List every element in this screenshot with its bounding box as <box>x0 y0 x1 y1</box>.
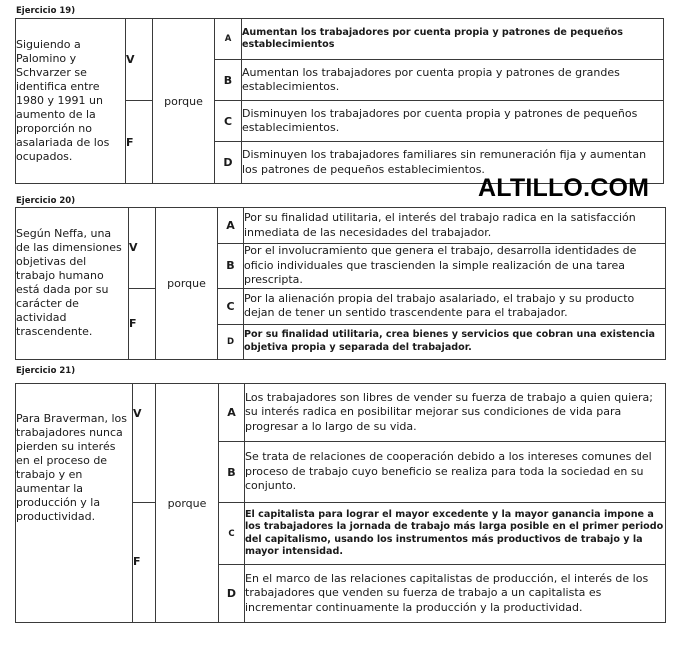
exercise-19-statement: Siguiendo a Palomino y Schvarzer se identifica entre 1980 y 1991 un aumento de la proporción no asalariada de los ocupados. <box>16 19 126 184</box>
exercise-21-porque: porque <box>156 384 219 623</box>
exercise-19-option-c[interactable]: Disminuyen los trabajadores por cuenta propia y patrones de pequeños establecimientos. <box>242 101 664 142</box>
exercise-21-option-c[interactable]: El capitalista para lograr el mayor excedente y la mayor ganancia impone a los trabajadores la jornada de trabajo más larga posible en el primer periodo del capitalismo, usando los instrumentos más productivos de trabajo y la mayor intensidad. <box>245 503 666 565</box>
exercise-21-letter-c[interactable]: C <box>219 503 245 565</box>
exercise-19-letter-c[interactable]: C <box>215 101 242 142</box>
exercise-20-option-a[interactable]: Por su finalidad utilitaria, el interés del trabajo radica en la satisfacción inmediata de las necesidades del trabajador. <box>244 208 666 244</box>
exercise-19-true-option[interactable]: V <box>126 19 153 101</box>
altillo-watermark: ALTILLO.COM <box>478 174 650 202</box>
exercise-21-option-d[interactable]: En el marco de las relaciones capitalistas de producción, el interés de los trabajadores que venden su fuerza de trabajo a un capitalista es incrementar continuamente la producción y la productividad. <box>245 565 666 623</box>
exercise-21-false-option[interactable]: F <box>133 503 156 623</box>
exercise-21-statement: Para Braverman, los trabajadores nunca pierden su interés en el proceso de trabajo y en aumentar la producción y la productividad. <box>16 384 133 623</box>
exercise-20-statement: Según Neffa, una de las dimensiones objetivas del trabajo humano está dada por su carácter de actividad trascendente. <box>16 208 129 360</box>
exercise-19-title: Ejercicio 19) <box>16 6 76 16</box>
exercise-19-option-d[interactable]: Disminuyen los trabajadores familiares sin remuneración fija y aumentan los patrones de pequeños establecimientos. <box>242 142 664 184</box>
exercise-21-option-b[interactable]: Se trata de relaciones de cooperación debido a los intereses comunes del proceso de trabajo cuyo beneficio se realiza para toda la sociedad en su conjunto. <box>245 442 666 503</box>
exercise-19-false-option[interactable]: F <box>126 101 153 184</box>
exercise-20-porque: porque <box>156 208 218 360</box>
exercise-21-title: Ejercicio 21) <box>16 366 76 376</box>
exercise-20-table <box>15 207 666 360</box>
exercise-19-table <box>15 18 664 184</box>
exercise-21-letter-b[interactable]: B <box>219 442 245 503</box>
exercise-19-option-b[interactable]: Aumentan los trabajadores por cuenta propia y patrones de grandes establecimientos. <box>242 60 664 101</box>
exercise-21-letter-d[interactable]: D <box>219 565 245 623</box>
exercise-20-letter-b[interactable]: B <box>218 244 244 289</box>
exercise-20-true-option[interactable]: V <box>129 208 156 289</box>
exercise-20-letter-a[interactable]: A <box>218 208 244 244</box>
exercise-20-false-option[interactable]: F <box>129 288 156 359</box>
exercise-20-letter-d[interactable]: D <box>218 324 244 359</box>
exercise-21-true-option[interactable]: V <box>133 384 156 503</box>
exercise-20-option-d[interactable]: Por su finalidad utilitaria, crea bienes y servicios que cobran una existencia objetiva propia y separada del trabajador. <box>244 324 666 359</box>
exercise-20-letter-c[interactable]: C <box>218 288 244 324</box>
exercise-20-title: Ejercicio 20) <box>16 196 76 206</box>
exercise-21-option-a[interactable]: Los trabajadores son libres de vender su fuerza de trabajo a quien quiera; su interés radica en posibilitar mejorar sus condiciones de vida para progresar a lo largo de su vida. <box>245 384 666 442</box>
exercise-19-porque: porque <box>153 19 215 184</box>
exercise-20-option-c[interactable]: Por la alienación propia del trabajo asalariado, el trabajo y su producto dejan de tener un sentido trascendente para el trabajador. <box>244 288 666 324</box>
exercise-19-letter-d[interactable]: D <box>215 142 242 184</box>
exercise-19-letter-a[interactable]: A <box>215 19 242 60</box>
exercise-19-letter-b[interactable]: B <box>215 60 242 101</box>
exercise-19-option-a[interactable]: Aumentan los trabajadores por cuenta propia y patrones de pequeños establecimientos <box>242 19 664 60</box>
exercise-21-table <box>15 383 666 623</box>
exercise-20-option-b[interactable]: Por el involucramiento que genera el trabajo, desarrolla identidades de oficio individuales que trascienden la simple realización de una tarea prescripta. <box>244 244 666 289</box>
exercise-21-letter-a[interactable]: A <box>219 384 245 442</box>
